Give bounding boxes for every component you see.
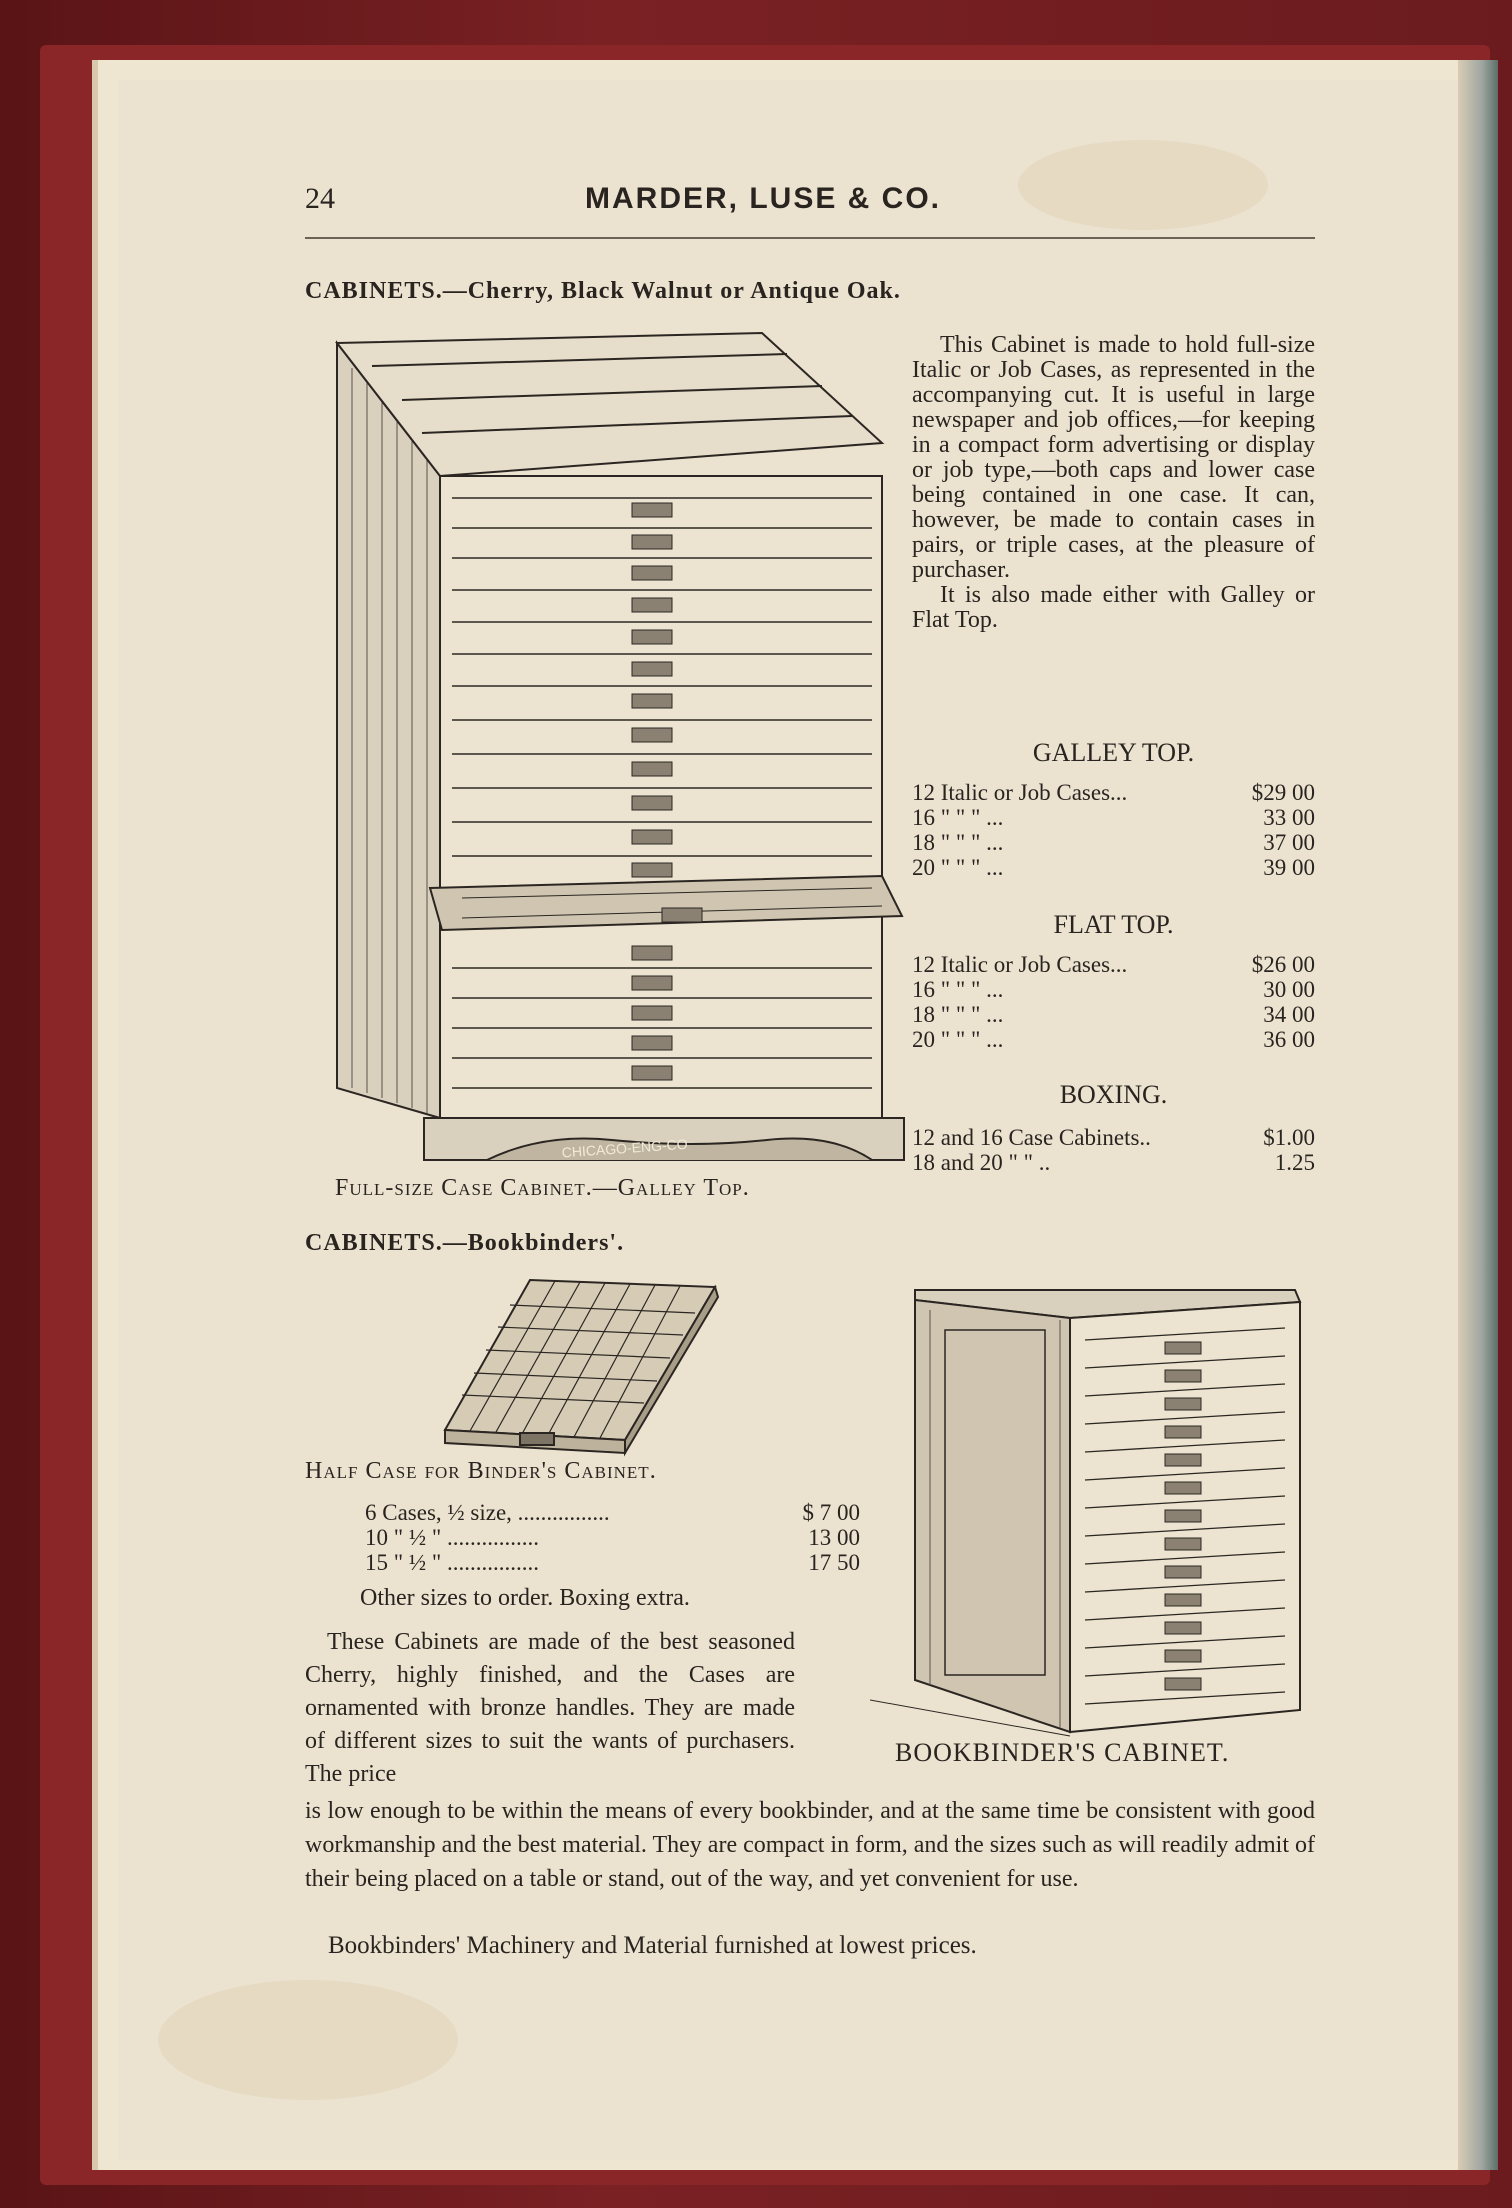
- boxing-title: BOXING.: [1059, 1080, 1168, 1109]
- running-head: MARDER, LUSE & CO.: [585, 182, 942, 215]
- price-row: 10 " ½ " ................ 13 00: [365, 1525, 860, 1550]
- order-note: Other sizes to order. Boxing extra.: [360, 1585, 690, 1611]
- galley-top-price-list: [912, 780, 1315, 880]
- flat-top-title: FLAT TOP.: [1053, 910, 1174, 939]
- bookbinder-price-list: [365, 1500, 860, 1575]
- description-paragraph-2: It is also made either with Galley or Flat Top.: [912, 582, 1315, 633]
- bookbinder-paragraph-continued: is low enough to be within the means of every bookbinder, and at the same time be consistent with good workmanship and the best material. They are compact in form, and the sizes such as will readily admit of their being placed on a table or stand, out of the way, and yet convenient for use.: [305, 1798, 1315, 1892]
- price-row: 18 " " " ... 34 00: [912, 1002, 1315, 1027]
- galley-top-title: GALLEY TOP.: [1032, 738, 1195, 767]
- bookbinder-paragraph-start: These Cabinets are made of the best seasoned Cherry, highly finished, and the Cases are ornamented with bronze handles. They are made of different sizes to suit the wants of purchasers. The price: [305, 1629, 795, 1787]
- cabinet-description: [912, 333, 1315, 633]
- price-row: 12 Italic or Job Cases... $29 00: [912, 780, 1315, 805]
- price-row: 20 " " " ... 39 00: [912, 855, 1315, 880]
- bookbinder-cabinet-caption: BOOKBINDER'S CABINET.: [895, 1738, 1230, 1767]
- description-paragraph: This Cabinet is made to hold full-size Italic or Job Cases, as represented in the accompanying cut. It is useful in large newspaper and job offices,—for keeping in a compact form advertising or display or job type,—both caps and lower case being contained in one case. It can, however, be made to contain cases in pairs, or triple cases, at the pleasure of purchaser.: [912, 332, 1315, 583]
- price-row: 16 " " " ... 33 00: [912, 805, 1315, 830]
- price-row: 18 " " " ... 37 00: [912, 830, 1315, 855]
- price-row: 20 " " " ... 36 00: [912, 1027, 1315, 1052]
- boxing-price-list: [912, 1125, 1315, 1175]
- price-row: 12 and 16 Case Cabinets.. $1.00: [912, 1125, 1315, 1150]
- price-row: 6 Cases, ½ size, ................ $ 7 00: [365, 1500, 860, 1525]
- section-heading-bookbinders: CABINETS.—Bookbinders'.: [305, 1230, 625, 1256]
- price-row: 15 " ½ " ................ 17 50: [365, 1550, 860, 1575]
- section-heading-cabinets: CABINETS.—Cherry, Black Walnut or Antique Oak.: [305, 278, 901, 304]
- engraver-mark: CHICAGO-ENG-CO: [561, 1135, 689, 1161]
- flat-top-price-list: [912, 952, 1315, 1052]
- price-row: 18 and 20 " " .. 1.25: [912, 1150, 1315, 1175]
- price-row: 12 Italic or Job Cases... $26 00: [912, 952, 1315, 977]
- bookbinder-cabinet-illustration: [870, 1280, 1310, 1740]
- half-case-illustration: [440, 1275, 720, 1460]
- closing-line: Bookbinders' Machinery and Material furnished at lowest prices.: [328, 1932, 977, 1959]
- header-rule: [305, 237, 1315, 239]
- full-size-cabinet-caption: Full-size Case Cabinet.—Galley Top.: [335, 1175, 750, 1201]
- price-row: 16 " " " ... 30 00: [912, 977, 1315, 1002]
- half-case-caption: Half Case for Binder's Cabinet.: [305, 1458, 657, 1484]
- page-number: 24: [305, 182, 335, 215]
- full-size-cabinet-illustration: [312, 328, 912, 1168]
- gutter-shadow: [1458, 60, 1498, 2170]
